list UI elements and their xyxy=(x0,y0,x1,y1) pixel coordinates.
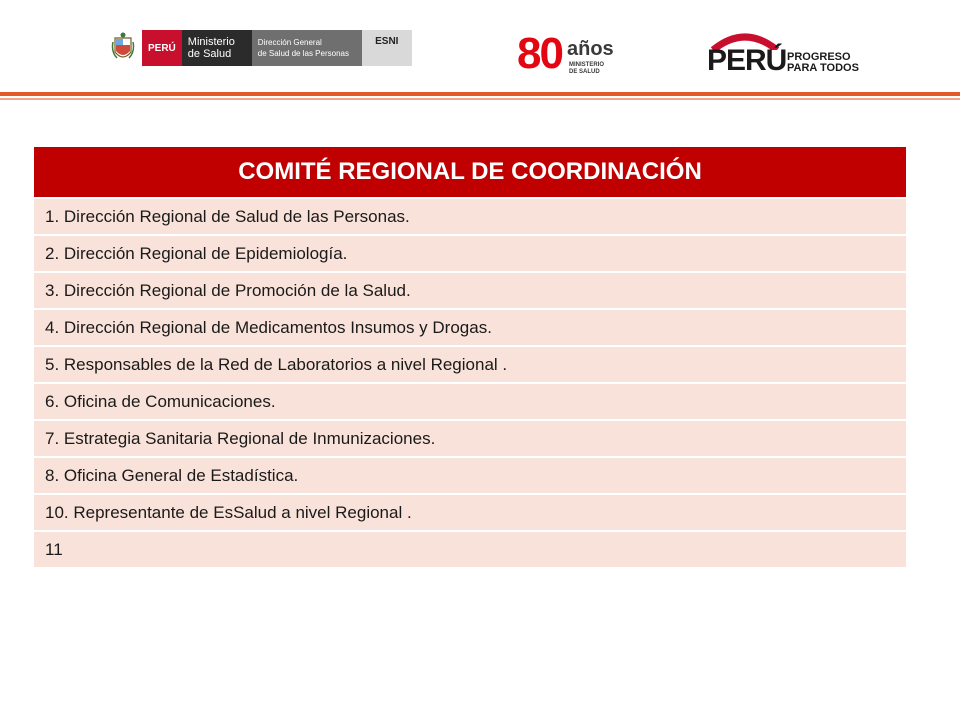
peru-progreso-logo xyxy=(705,30,870,76)
table-row: 7. Estrategia Sanitaria Regional de Inmunizaciones. xyxy=(34,419,906,456)
anniversary-subtitle xyxy=(569,62,604,76)
direction-line-2: de Salud de las Personas xyxy=(257,49,349,58)
committee-table xyxy=(34,147,906,567)
direction-line-1: Dirección General xyxy=(257,38,322,47)
table-row: 6. Oficina de Comunicaciones. xyxy=(34,382,906,419)
table-row: 3. Dirección Regional de Promoción de la Salud. xyxy=(34,271,906,308)
ministry-line-2: de Salud xyxy=(187,48,232,60)
table-row: 10. Representante de EsSalud a nivel Regional . xyxy=(34,493,906,530)
anniversary-number: 80 xyxy=(517,29,562,78)
ministry-line-1: Ministerio xyxy=(187,36,235,48)
anniversary-sub-1: MINISTERIO xyxy=(569,62,605,68)
table-title: COMITÉ REGIONAL DE COORDINACIÓN xyxy=(34,147,906,197)
anniversary-sub-2: DE SALUD xyxy=(569,69,600,75)
minsa-logo xyxy=(110,30,412,66)
table-row: 8. Oficina General de Estadística. xyxy=(34,456,906,493)
table-row: 11 xyxy=(34,530,906,567)
table-row: 2. Dirección Regional de Epidemiología. xyxy=(34,234,906,271)
table-row: 4. Dirección Regional de Medicamentos Insumos y Drogas. xyxy=(34,308,906,345)
peru-slogan-1: PROGRESO xyxy=(787,51,851,63)
table-row: 1. Dirección Regional de Salud de las Personas. xyxy=(34,197,906,234)
anniversary-word: años xyxy=(567,38,614,60)
peru-label: PERÚ xyxy=(142,30,182,66)
peru-slogan-2: PARA TODOS xyxy=(787,62,859,74)
esni-label: ESNI xyxy=(362,30,412,66)
ministry-name xyxy=(182,30,252,66)
anniversary-logo xyxy=(515,30,621,82)
header-divider-thin xyxy=(0,98,960,100)
header-divider xyxy=(0,92,960,96)
peru-coat-of-arms-icon xyxy=(110,30,136,66)
table-row: 5. Responsables de la Red de Laboratorios a nivel Regional . xyxy=(34,345,906,382)
peru-word: PERÚ xyxy=(707,44,787,77)
direction-name xyxy=(252,30,362,66)
peru-slogan xyxy=(787,52,859,74)
